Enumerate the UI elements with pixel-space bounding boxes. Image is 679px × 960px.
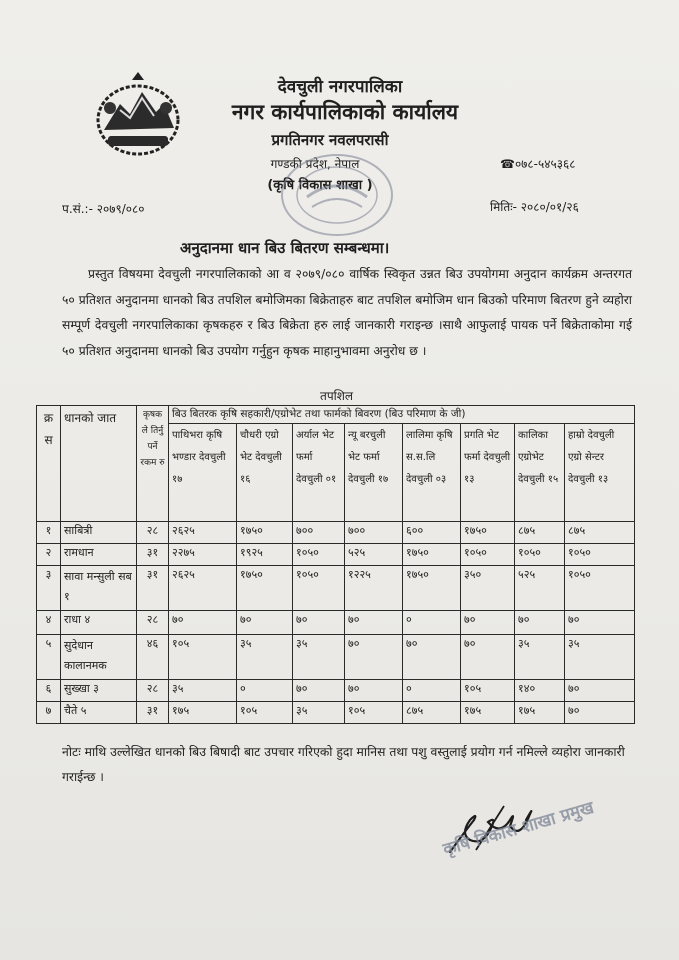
vendor-header: अर्याल भेट फर्मा देवचुली ०१ bbox=[293, 424, 345, 522]
nepal-emblem-icon bbox=[90, 70, 186, 160]
distribution-table bbox=[36, 405, 635, 724]
reference-number: प.सं.:- २०७९/०८० bbox=[62, 202, 145, 216]
row-quantity: १७५ bbox=[515, 702, 565, 724]
row-quantity: १७५० bbox=[403, 544, 461, 566]
table-row bbox=[37, 635, 635, 680]
row-sn: ७ bbox=[37, 702, 61, 724]
row-quantity: ० bbox=[403, 680, 461, 702]
row-quantity: १०५० bbox=[293, 566, 345, 611]
row-variety: राधा ४ bbox=[61, 611, 137, 635]
header-fee: कृषक ले तिर्नु पर्ने रकम रु bbox=[137, 406, 169, 522]
row-sn: ४ bbox=[37, 611, 61, 635]
vendor-header: लालिमा कृषि स.स.लि देवचुली ०३ bbox=[403, 424, 461, 522]
row-quantity: १०५० bbox=[515, 544, 565, 566]
row-quantity: ७० bbox=[345, 680, 403, 702]
row-quantity: ३५ bbox=[565, 635, 635, 680]
row-quantity: ७० bbox=[461, 611, 515, 635]
row-quantity: ७० bbox=[565, 611, 635, 635]
row-quantity: १७५० bbox=[237, 522, 293, 544]
row-variety: सुदेधान कालानमक bbox=[61, 635, 137, 680]
province-line: गण्डकी प्रदेश, नेपाल bbox=[270, 157, 360, 171]
row-quantity: ३५ bbox=[169, 680, 237, 702]
row-quantity: १९२५ bbox=[237, 544, 293, 566]
row-quantity: ७० bbox=[345, 611, 403, 635]
row-fee: ३१ bbox=[137, 566, 169, 611]
row-fee: ३१ bbox=[137, 544, 169, 566]
signature-stamp: कृषि विकास शाखा प्रमुख bbox=[440, 797, 597, 861]
row-quantity: १०५० bbox=[565, 544, 635, 566]
office-name: नगर कार्यपालिकाको कार्यालय bbox=[231, 100, 459, 124]
row-quantity: ५२५ bbox=[345, 544, 403, 566]
section-name: (कृषि विकास शाखा ) bbox=[267, 178, 373, 193]
table-header-row bbox=[37, 406, 635, 424]
row-quantity: ३५ bbox=[293, 635, 345, 680]
row-quantity: ३५० bbox=[461, 566, 515, 611]
row-quantity: ० bbox=[237, 680, 293, 702]
row-quantity: १०५ bbox=[169, 635, 237, 680]
row-fee: २८ bbox=[137, 522, 169, 544]
phone-number: ☎०७८-५४५३६८ bbox=[500, 157, 576, 171]
row-quantity: ७०० bbox=[293, 522, 345, 544]
office-address: प्रगतिनगर नवलपरासी bbox=[271, 131, 389, 149]
row-quantity: ७० bbox=[293, 611, 345, 635]
row-variety: सावा मन्सुली सब १ bbox=[61, 566, 137, 611]
note-paragraph: नोटः माथि उल्लेखित धानको बिउ बिषादी बाट उपचार गरिएको हुदा मानिस तथा पशु वस्तुलाई प्रयोग गर्न नमिल्ले व्यहोरा जानकारी गराईन्छ । bbox=[62, 745, 625, 784]
row-quantity: ८७५ bbox=[403, 702, 461, 724]
header-sn: क्र स bbox=[37, 406, 61, 522]
row-quantity: ३५ bbox=[293, 702, 345, 724]
vendor-header: हाम्रो देवचुली एग्रो सेन्टर देवचुली १३ bbox=[565, 424, 635, 522]
row-fee: २८ bbox=[137, 611, 169, 635]
row-quantity: १७५० bbox=[403, 566, 461, 611]
vendor-header: पाथिभरा कृषि भण्डार देवचुली १७ bbox=[169, 424, 237, 522]
row-variety: चैते ५ bbox=[61, 702, 137, 724]
row-quantity: ७० bbox=[345, 635, 403, 680]
row-quantity: १०५० bbox=[565, 566, 635, 611]
table-caption: तपशिल bbox=[320, 389, 354, 403]
row-fee: ३१ bbox=[137, 702, 169, 724]
row-quantity: ५२५ bbox=[515, 566, 565, 611]
row-quantity: १२२५ bbox=[345, 566, 403, 611]
vendor-header: चौधरी एग्रो भेट देवचुली १६ bbox=[237, 424, 293, 522]
row-quantity: २६२५ bbox=[169, 522, 237, 544]
row-quantity: ७० bbox=[293, 680, 345, 702]
row-quantity: ३५ bbox=[237, 635, 293, 680]
row-variety: सुख्खा ३ bbox=[61, 680, 137, 702]
row-quantity: ७० bbox=[461, 635, 515, 680]
row-quantity: १०५० bbox=[461, 544, 515, 566]
row-variety: साबित्री bbox=[61, 522, 137, 544]
row-quantity: १४० bbox=[515, 680, 565, 702]
letter-date: मितिः- २०८०/०१/२६ bbox=[490, 200, 579, 214]
row-quantity: ७० bbox=[169, 611, 237, 635]
vendor-header: न्यू बरचुली भेट फर्मा देवचुली १७ bbox=[345, 424, 403, 522]
row-quantity: १०५ bbox=[237, 702, 293, 724]
row-quantity: ७० bbox=[403, 635, 461, 680]
row-quantity: १७५ bbox=[169, 702, 237, 724]
row-quantity: ७० bbox=[237, 611, 293, 635]
municipality-name: देवचुली नगरपालिका bbox=[277, 77, 403, 97]
row-quantity: ७० bbox=[515, 611, 565, 635]
row-quantity: १०५० bbox=[293, 544, 345, 566]
row-sn: ६ bbox=[37, 680, 61, 702]
row-quantity: १७५० bbox=[237, 566, 293, 611]
row-quantity: २६२५ bbox=[169, 566, 237, 611]
row-quantity: ८७५ bbox=[565, 522, 635, 544]
table-row bbox=[37, 566, 635, 611]
row-fee: ४६ bbox=[137, 635, 169, 680]
table-row bbox=[37, 702, 635, 724]
row-variety: रामधान bbox=[61, 544, 137, 566]
row-quantity: १७५ bbox=[461, 702, 515, 724]
table-row bbox=[37, 680, 635, 702]
row-quantity: २२७५ bbox=[169, 544, 237, 566]
body-paragraph bbox=[62, 262, 632, 364]
vendor-header: कालिका एग्रोभेट देवचुली १५ bbox=[515, 424, 565, 522]
row-quantity: ७० bbox=[565, 702, 635, 724]
row-quantity: ३५ bbox=[515, 635, 565, 680]
header-vendor-group: बिउ बितरक कृषि सहकारी/एग्रोभेट तथा फार्मको बिवरण (बिउ परिमाण के जी) bbox=[169, 406, 635, 424]
header-variety: धानको जात bbox=[61, 406, 137, 522]
row-sn: ३ bbox=[37, 566, 61, 611]
row-quantity: ८७५ bbox=[515, 522, 565, 544]
row-quantity: ७० bbox=[565, 680, 635, 702]
row-quantity: ० bbox=[403, 611, 461, 635]
subject-line: अनुदानमा धान बिउ बितरण सम्बन्धमा। bbox=[180, 239, 390, 257]
row-sn: २ bbox=[37, 544, 61, 566]
row-quantity: ७०० bbox=[345, 522, 403, 544]
table-row bbox=[37, 611, 635, 635]
row-quantity: ६०० bbox=[403, 522, 461, 544]
table-row bbox=[37, 544, 635, 566]
row-sn: १ bbox=[37, 522, 61, 544]
row-quantity: १७५० bbox=[461, 522, 515, 544]
body-text: प्रस्तुत विषयमा देवचुली नगरपालिकाको आ व २०७९/०८० वार्षिक स्विकृत उन्नत बिउ उपयोगमा अनुदान कार्यक्रम अन्तरगत ५० प्रतिशत अनुदानमा धानको बिउ तपशिल बमोजिमका बिक्रेताहरु बाट तपशिल बमोजिम धान बिउको परिमाण बितरण हुने व्यहोरा सम्पूर्ण देवचुली नगरपालिकाका कृषकहरु र बिउ बिक्रेता हरु लाई जानकारी गराइन्छ ।साथै आफुलाई पायक पर्ने बिक्रेताकोमा गई ५० प्रतिशत अनुदानमा धानको बिउ उपयोग गर्नुहुन कृषक माहानुभावमा अनुरोध छ । bbox=[62, 267, 632, 358]
vendor-header: प्रगति भेट फर्मा देवचुली १३ bbox=[461, 424, 515, 522]
row-quantity: १०५ bbox=[345, 702, 403, 724]
row-quantity: १०५ bbox=[461, 680, 515, 702]
row-sn: ५ bbox=[37, 635, 61, 680]
row-fee: २८ bbox=[137, 680, 169, 702]
table-row bbox=[37, 522, 635, 544]
office-seal-stamp bbox=[262, 145, 412, 245]
